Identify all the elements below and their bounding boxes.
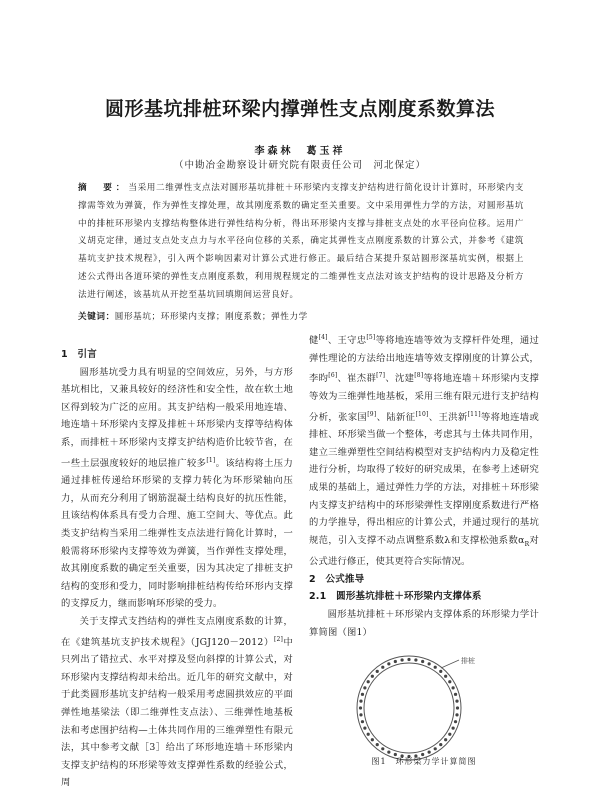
pile-dot [359, 706, 362, 709]
keywords-label: 关键词： [78, 312, 115, 322]
pile-dot [359, 699, 362, 702]
pile-dot [428, 662, 431, 665]
pile-dot [387, 751, 390, 754]
paper-title: 圆形基坑排桩环梁内撑弹性支点刚度系数算法 [104, 98, 495, 120]
body-paragraph: 圆形基坑排桩＋环形梁内支撑体系的环形梁力学计算简图（图1） [309, 609, 539, 638]
figure-ring-beam-diagram [309, 650, 539, 769]
pile-dot [381, 747, 384, 750]
pile-dot [363, 727, 366, 730]
citation: [5] [366, 334, 376, 341]
section-heading-derivation: 2 公式推导 [309, 573, 365, 585]
left-column [61, 346, 293, 792]
pile-dot [394, 660, 397, 663]
authors: 李森林 葛玉祥 [254, 146, 346, 157]
pile-dot [421, 660, 424, 663]
pile-dot [455, 713, 458, 716]
pile-dot [439, 743, 442, 746]
citation: [8] [414, 372, 424, 380]
body-paragraph: 关于支撑式支挡结构的弹性支点刚度系数的计算，在《建筑基坑支护技术规程》（JGJ120－2012）[2]中只列出了错拉式、水平对撑及竖向斜撑的计算公式，对环形梁内支撑结构却未给出。近几年的研究文献中，对于此类圆形基坑支护结构一般采用考虑圆拱效应的平面弹性地基梁法（即二维弹性支点法）、三维弹性地基板法和考虑围护结构—土体共同作用的三维弹塑性有限元法，其中参考文献［3］给出了环形地连墙＋环形梁内支撑支护结构的环形梁等效支撑弹性系数的经验公式，周 [61, 616, 294, 789]
pile-dot [359, 713, 362, 716]
pile-dot [381, 666, 384, 669]
pile-dot [439, 670, 442, 673]
figure-label-piles: 排桩 [461, 657, 475, 665]
pile-dot [452, 686, 455, 689]
pile-dot [414, 658, 417, 661]
body-paragraph: 圆形基坑受力具有明显的空间效应，另外，与方形基坑相比，又兼具较好的经济性和安全性，故在软土地区得到较为广泛的应用。其支护结构一般采用地连墙、地连墙＋环形梁内支撑及排桩＋环形梁内支撑等结构体系，而排桩＋环形梁内支撑支护结构造价比较节省，在一些土层强度较好的地层推广较多[1]。该结构将土压力通过排桩传递给环形梁的支撑力转化为环形梁轴向压力，从而充分利用了钢筋混凝土结构良好的抗压性能，且该结构体系具有受力合理、施工空间大、等优点。此类支护结构当采用二维弹性支点法进行简化计算时，一般需将环形梁内支撑等效为弹簧，当作弹性支撑处理，故其刚度系数的确定至关重要，因为其决定了排桩支护结构的变形和受力，同时影响排桩结构传给环形内支撑的支撑反力，继而影响环形梁的受力。 [61, 366, 293, 610]
pile-dot [387, 662, 390, 665]
keywords [78, 309, 524, 325]
keywords-text: 圆形基坑；环形梁内支撑；刚度系数；弹性力学 [114, 312, 308, 322]
pile-dot [371, 675, 374, 678]
citation: [7] [376, 372, 386, 380]
pile-dot [376, 743, 379, 746]
pile-dot [454, 720, 457, 723]
subsection-heading: 2.1 圆形基坑排桩＋环形梁内支撑体系 [309, 591, 482, 603]
pile-dot [371, 738, 374, 741]
inner-ring [364, 663, 454, 753]
figure-caption: 图1 环形梁力学计算简图 [371, 757, 477, 766]
right-column [309, 329, 539, 641]
pile-dot [448, 733, 451, 736]
citation: [10] [415, 410, 429, 418]
pile-dot [452, 727, 455, 730]
pile-dot [400, 658, 403, 661]
pile-dot [448, 680, 451, 683]
pile-dots [359, 658, 459, 758]
pile-dot [434, 747, 437, 750]
pile-dot [444, 675, 447, 678]
pile-dot [363, 686, 366, 689]
affiliation: （中勘冶金勘察设计研究院有限责任公司 河北保定） [173, 160, 426, 171]
section-heading-introduction: 1 引言 [61, 349, 97, 360]
abstract-text: 当采用二维弹性支点法对圆形基坑排桩＋环形梁内支撑支护结构进行简化设计计算时，环形梁内支撑需等效为弹簧，作为弹性支撑处理，故其刚度系数的确定至关重要。文中采用弹性力学的方法，对圆形基坑中的排桩环形梁内支撑结构整体进行弹性结构分析，得出环形梁内支撑与排桩支点处的水平径向位移。运用广义胡克定律，通过支点处支点力与水平径向位移的关系，确定其弹性支点刚度系数的计算公式，并参考《建筑基坑支护技术规程》，引入两个影响因素对计算公式进行修正。最后结合某提升泵站圆形深基坑实例，根据上述公式得出各道环梁的弹性支点刚度系数，利用规程规定的二维弹性支点法对该支护结构的设计思路及分析方法进行阐述，该基坑从开挖至基坑回填期间运营良好。 [78, 183, 524, 300]
citation: [6] [328, 372, 338, 380]
citation: [2] [273, 635, 284, 643]
body-paragraph: 健[4]、王守忠[5]等将地连墙等效为支撑杆件处理，通过弹性理论的方法给出地连墙等效支撑刚度的计算公式，李昀[6]、崔杰群[7]、沈建[8]等将地连墙＋环形梁内支撑等效为三维弹性地基板，采用三维有限元进行支护结构分析，张家国[9]、陆新征[10]、王洪新[11]等将地连墙或排桩、环形梁当做一个整体，考虑其与土体共同作用，建立三维弹塑性空间结构模型对支护结构内力及稳定性进行分析，均取得了较好的研究成果，在参考上述研究成果的基础上，通过弹性力学的方法，对排桩＋环形梁内支撑支护结构中的环形梁弹性支撑刚度系数进行严格的力学推导，得出相应的计算公式，并通过现行的基坑规范，引入支撑不动点调整系数λ和支撑松弛系数$\alpha_R$对公式进行修正，使其更符合实际情况。 [309, 334, 540, 568]
citation: [9] [367, 410, 377, 418]
abstract [78, 180, 524, 305]
pile-dot [361, 693, 364, 696]
abstract-label: 摘 要： [78, 183, 129, 193]
pile-dot [434, 666, 437, 669]
citation: [11] [467, 410, 481, 418]
pile-dot [455, 699, 458, 702]
outer-ring [357, 656, 461, 760]
pile-dot [367, 680, 370, 683]
pile-dot [367, 733, 370, 736]
pile-dot [444, 738, 447, 741]
pile-dot [376, 670, 379, 673]
citation: [4] [318, 334, 328, 341]
pile-dot [407, 658, 410, 661]
pile-dot [456, 706, 459, 709]
pile-dot [428, 751, 431, 754]
pile-dot [361, 720, 364, 723]
citation: [1] [206, 456, 216, 464]
pile-dot [454, 693, 457, 696]
leader-line [441, 660, 459, 668]
